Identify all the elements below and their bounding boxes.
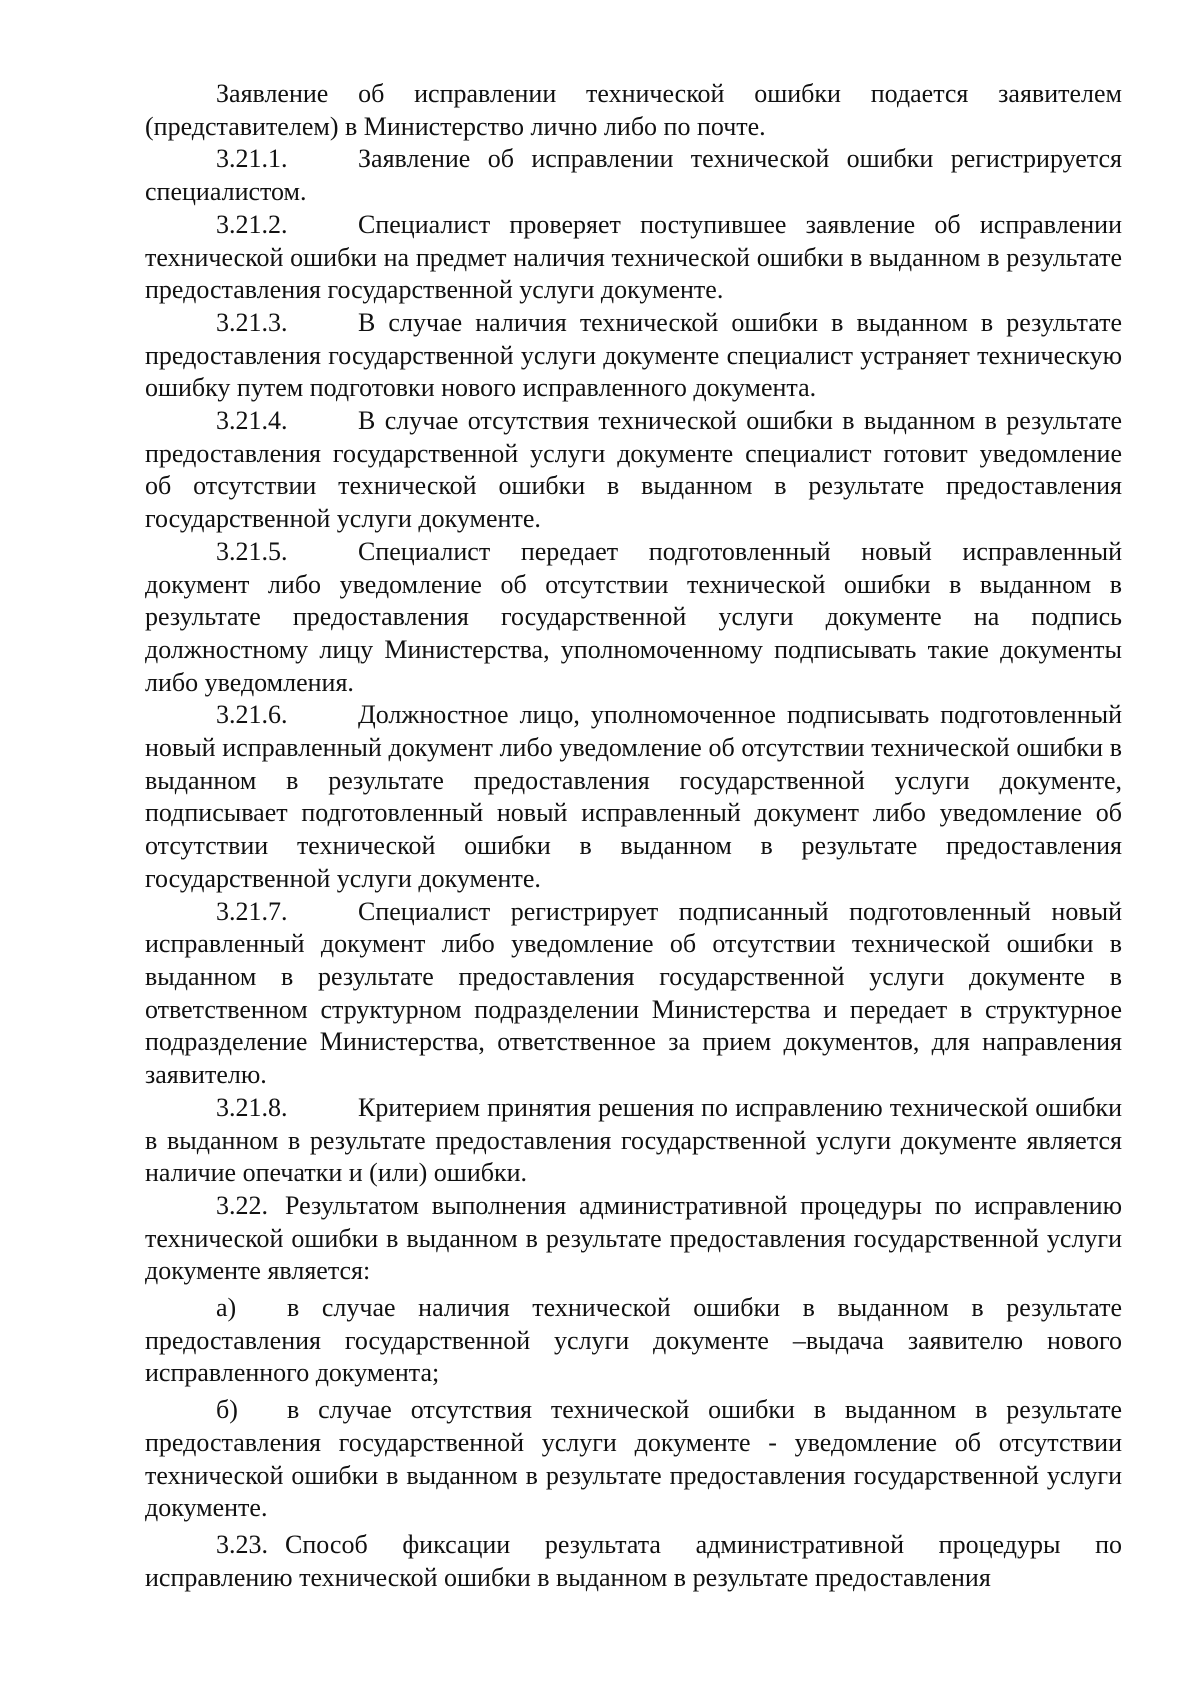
paragraph-text: в случае отсутствия технической ошибки в выданном в результате предоставления государственной услуги документе - уведомление об отсутствии технической ошибки в выданном в результате предоставления государственной услуги документе. [145,1395,1122,1523]
list-item-a [145,1292,1122,1390]
paragraph-3-23 [145,1529,1122,1594]
paragraph-number: 3.22. [216,1190,268,1220]
paragraph-text: Заявление об исправлении технической ошибки подается заявителем (представителем) в Министерство лично либо по почте. [145,79,1122,141]
paragraph-text: Критерием принятия решения по исправлению технической ошибки в выданном в результате предоставления государственной услуги документе является наличие опечатки и (или) ошибки. [145,1092,1122,1188]
paragraph-number: 3.21.8. [216,1092,288,1122]
paragraph-text: Заявление об исправлении технической ошибки регистрируется специалистом. [145,144,1122,207]
paragraph-text: Должностное лицо, уполномоченное подписывать подготовленный новый исправленный документ либо уведомление об отсутствии технической ошибки в выданном в результате предоставления государственной услуги документе, подписывает подготовленный новый исправленный документ либо уведомление об отсутствии технической ошибки в выданном в результате предоставления государственной услуги документе. [145,700,1122,893]
paragraph-3-22 [145,1190,1122,1288]
paragraph-number: 3.21.7. [216,896,288,926]
paragraph-3-21-4 [145,405,1122,536]
list-marker: б) [216,1395,238,1425]
paragraph-3-21-2 [145,209,1122,307]
paragraph-text: Способ фиксации результата административной процедуры по исправлению технической ошибки в выданном в результате предоставления [145,1529,1122,1592]
paragraph-text: Специалист регистрирует подписанный подготовленный новый исправленный документ либо уведомление об отсутствии технической ошибки в выданном в результате предоставления государственной услуги документе в ответственном структурном подразделении Министерства и передает в структурное подразделение Министерства, ответственное за прием документов, для направления заявителю. [145,896,1122,1090]
paragraph-3-21-1 [145,143,1122,208]
paragraph-text: Специалист проверяет поступившее заявление об исправлении технической ошибки на предмет наличия технической ошибки в выданном в результате предоставления государственной услуги документе. [145,209,1122,305]
paragraph-3-21-3 [145,307,1122,405]
paragraph-text: В случае отсутствия технической ошибки в выданном в результате предоставления государственной услуги документе специалист готовит уведомление об отсутствии технической ошибки в выданном в результате предоставления государственной услуги документе. [145,406,1122,534]
paragraph-3-21-8 [145,1092,1122,1190]
paragraph-intro [145,78,1122,143]
paragraph-text: В случае наличия технической ошибки в выданном в результате предоставления государственной услуги документе специалист устраняет техническую ошибку путем подготовки нового исправленного документа. [145,307,1122,403]
list-item-b [145,1394,1122,1525]
paragraph-number: 3.21.2. [216,209,288,239]
paragraph-number: 3.21.6. [216,700,288,730]
paragraph-text: Результатом выполнения административной процедуры по исправлению технической ошибки в выданном в результате предоставления государственной услуги документе является: [145,1190,1122,1286]
paragraph-3-21-6 [145,699,1122,895]
paragraph-3-21-5 [145,536,1122,700]
paragraph-number: 3.21.1. [216,144,288,174]
paragraph-number: 3.21.4. [216,406,288,436]
paragraph-text: в случае наличия технической ошибки в выданном в результате предоставления государственной услуги документе –выдача заявителю нового исправленного документа; [145,1293,1122,1388]
document-page [145,78,1122,1594]
paragraph-text: Специалист передает подготовленный новый исправленный документ либо уведомление об отсутствии технической ошибки в выданном в результате предоставления государственной услуги документе на подпись должностному лицу Министерства, уполномоченному подписывать такие документы либо уведомления. [145,536,1122,697]
paragraph-number: 3.21.5. [216,536,288,566]
paragraph-number: 3.23. [216,1529,268,1559]
paragraph-3-21-7 [145,896,1122,1092]
list-marker: а) [216,1293,237,1323]
paragraph-number: 3.21.3. [216,307,288,337]
